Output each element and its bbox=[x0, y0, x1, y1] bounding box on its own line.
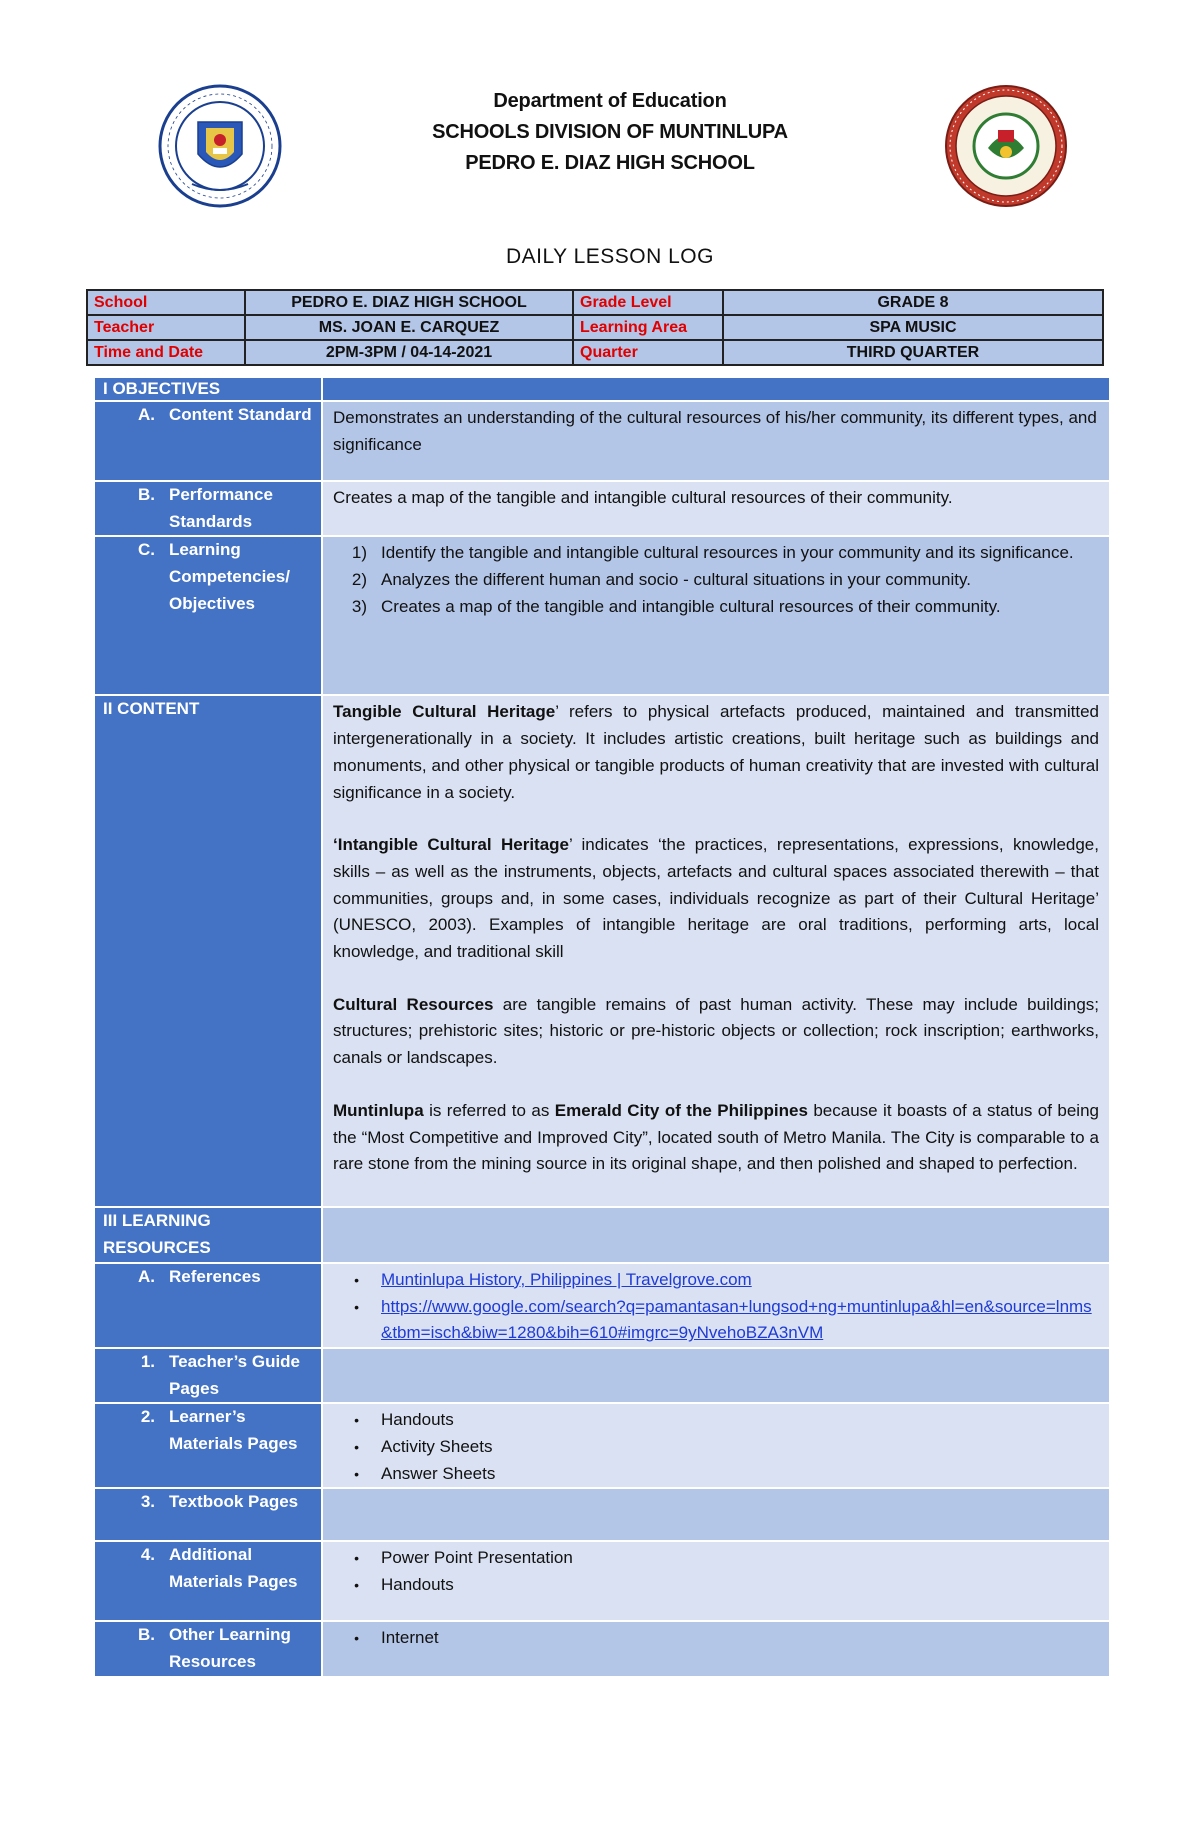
references-row bbox=[95, 1264, 1109, 1347]
additional-materials-label: Additional Materials Pages bbox=[169, 1545, 298, 1592]
list-item bbox=[323, 567, 1099, 594]
muntinlupa-mid: is referred to as bbox=[423, 1100, 555, 1120]
material-item: Answer Sheets bbox=[381, 1463, 496, 1483]
resources-heading-cell bbox=[323, 1208, 1109, 1261]
learning-area-label: Learning Area bbox=[573, 315, 723, 340]
objectives-heading-text: I OBJECTIVES bbox=[103, 379, 221, 398]
competencies-list bbox=[323, 540, 1099, 620]
school-label: School bbox=[87, 290, 245, 315]
list-number: 1) bbox=[351, 543, 367, 563]
competencies-cell bbox=[323, 537, 1109, 694]
content-heading bbox=[95, 696, 321, 1206]
resources-heading bbox=[95, 1208, 321, 1261]
teachers-guide-cell bbox=[323, 1349, 1109, 1402]
grade-label: Grade Level bbox=[573, 290, 723, 315]
list-item bbox=[323, 1434, 1099, 1461]
bullet: • bbox=[354, 1271, 359, 1288]
competencies-marker: C. bbox=[138, 540, 155, 560]
material-item: Power Point Presentation bbox=[381, 1548, 573, 1568]
page-title: DAILY LESSON LOG bbox=[506, 245, 714, 268]
tangible-definition: ’ refers to physical artefacts produced, maintained and transmitted intergenerationally in a society. It includes artistic creations, built heritage such as buildings and monuments, and other physical or tangible products of human creativity that are invested with cultural significance in a society. bbox=[333, 702, 1100, 802]
list-item bbox=[323, 1407, 1099, 1434]
learners-materials-list bbox=[323, 1407, 1099, 1487]
competencies-row bbox=[95, 537, 1109, 694]
teachers-guide-label: Teacher’s Guide Pages bbox=[169, 1351, 301, 1398]
references-label: References bbox=[169, 1266, 261, 1286]
bullet: • bbox=[354, 1439, 359, 1456]
additional-materials-marker: 4. bbox=[140, 1545, 155, 1565]
intangible-heritage-paragraph bbox=[333, 832, 1099, 966]
bullet: • bbox=[354, 1630, 359, 1647]
competency-text: Analyzes the different human and socio - cultural situations in your community. bbox=[381, 570, 971, 590]
content-standard-label: Content Standard bbox=[169, 405, 312, 424]
learners-materials-row bbox=[95, 1404, 1109, 1487]
material-item: Handouts bbox=[381, 1575, 454, 1595]
other-resources-list bbox=[323, 1625, 1099, 1652]
time-label: Time and Date bbox=[87, 340, 245, 365]
textbook-cell bbox=[323, 1489, 1109, 1540]
school-value: PEDRO E. DIAZ HIGH SCHOOL bbox=[245, 290, 573, 315]
material-item: Activity Sheets bbox=[381, 1437, 493, 1457]
references-list bbox=[323, 1267, 1099, 1347]
learners-materials-cell bbox=[323, 1404, 1109, 1487]
other-resources-cell bbox=[323, 1622, 1109, 1675]
textbook-row bbox=[95, 1489, 1109, 1540]
lesson-log-table bbox=[93, 376, 1111, 1678]
performance-standards-row bbox=[95, 482, 1109, 535]
objectives-heading bbox=[95, 378, 321, 400]
competencies-label-cell bbox=[95, 537, 321, 694]
info-row bbox=[87, 290, 1103, 315]
references-cell bbox=[323, 1264, 1109, 1347]
list-item bbox=[323, 1294, 1099, 1347]
school-name: PEDRO E. DIAZ HIGH SCHOOL bbox=[465, 152, 755, 174]
teacher-label: Teacher bbox=[87, 315, 245, 340]
performance-standards-label: Performance Standards bbox=[169, 485, 273, 531]
quarter-value: THIRD QUARTER bbox=[723, 340, 1103, 365]
document-header bbox=[300, 86, 920, 179]
cultural-resources-paragraph bbox=[333, 992, 1099, 1072]
department-name: Department of Education bbox=[493, 90, 727, 112]
term-intangible: ‘Intangible Cultural Heritage bbox=[333, 835, 569, 855]
additional-materials-row bbox=[95, 1542, 1109, 1620]
additional-materials-cell bbox=[323, 1542, 1109, 1620]
content-row bbox=[95, 696, 1109, 1206]
info-row bbox=[87, 340, 1103, 365]
deped-seal-logo bbox=[158, 84, 282, 208]
term-muntinlupa: Muntinlupa bbox=[333, 1100, 424, 1120]
list-number: 3) bbox=[351, 596, 367, 616]
performance-standards-label-cell bbox=[95, 482, 321, 535]
competency-text: Identify the tangible and intangible cultural resources in your community and its significance. bbox=[381, 543, 1074, 563]
bullet: • bbox=[354, 1550, 359, 1567]
resources-heading-text: III LEARNING RESOURCES bbox=[103, 1211, 211, 1258]
other-resources-label-cell bbox=[95, 1622, 321, 1675]
content-standard-marker: A. bbox=[138, 405, 155, 424]
reference-link[interactable]: Muntinlupa History, Philippines | Travelgrove.com bbox=[381, 1269, 752, 1289]
term-tangible: Tangible Cultural Heritage bbox=[333, 702, 556, 722]
other-resources-label: Other Learning Resources bbox=[169, 1625, 291, 1672]
list-item bbox=[323, 1625, 1099, 1652]
learners-materials-marker: 2. bbox=[140, 1407, 155, 1427]
other-resources-marker: B. bbox=[138, 1625, 155, 1645]
teacher-value: MS. JOAN E. CARQUEZ bbox=[245, 315, 573, 340]
cultural-resources-definition: are tangible remains of past human activity. These may include buildings; structures; prehistoric sites; historic or pre-historic objects or collection; rock inscription; earthworks, canals or landscapes. bbox=[333, 994, 1099, 1068]
performance-standards-text: Creates a map of the tangible and intangible cultural resources of their community. bbox=[323, 482, 1109, 535]
references-label-cell bbox=[95, 1264, 321, 1347]
bullet: • bbox=[354, 1412, 359, 1429]
content-standard-text: Demonstrates an understanding of the cultural resources of his/her community, its different types, and significance bbox=[323, 402, 1109, 480]
division-name: SCHOOLS DIVISION OF MUNTINLUPA bbox=[432, 121, 788, 143]
reference-link[interactable]: https://www.google.com/search?q=pamantasan+lungsod+ng+muntinlupa&hl=en&source=lnms&tbm=isch&biw=1280&bih=610#imgrc=9yNvehoBZA3nVM bbox=[381, 1296, 1092, 1343]
textbook-label: Textbook Pages bbox=[169, 1492, 299, 1512]
list-item bbox=[323, 1572, 1099, 1599]
list-number: 2) bbox=[351, 570, 367, 590]
content-heading-text: II CONTENT bbox=[103, 699, 200, 719]
teachers-guide-label-cell bbox=[95, 1349, 321, 1402]
content-standard-row bbox=[95, 402, 1109, 480]
section-row-objectives bbox=[95, 378, 1109, 400]
resource-item: Internet bbox=[381, 1628, 439, 1648]
competencies-label: Learning Competencies/ Objectives bbox=[169, 540, 290, 613]
term-emerald-city: Emerald City of the Philippines bbox=[554, 1100, 808, 1120]
school-seal-logo bbox=[944, 84, 1068, 208]
muntinlupa-text: because it boasts of a status of being the “Most Competitive and Improved City”, located south of Metro Manila. The City is comparable to a rare stone from the mining source in its original shape, and then polished and shaped to perfection. bbox=[333, 1100, 1099, 1174]
bullet: • bbox=[354, 1298, 359, 1315]
textbook-label-cell bbox=[95, 1489, 321, 1540]
content-standard-label-cell bbox=[95, 402, 321, 480]
quarter-label: Quarter bbox=[573, 340, 723, 365]
info-row bbox=[87, 315, 1103, 340]
additional-materials-list bbox=[323, 1545, 1099, 1598]
references-marker: A. bbox=[138, 1266, 155, 1286]
bullet: • bbox=[354, 1465, 359, 1482]
additional-materials-label-cell bbox=[95, 1542, 321, 1620]
list-item bbox=[323, 540, 1099, 567]
intangible-definition: ’ indicates ‘the practices, representations, expressions, knowledge, skills – as well as the instruments, objects, artefacts and cultural spaces associated therewith – that communities, groups and, in some cases, individuals recognize as part of their Cultural Heritage’ (UNESCO, 2003). Examples of intangible heritage are oral traditions, performing arts, local knowledge, and traditional skill bbox=[333, 835, 1099, 962]
material-item: Handouts bbox=[381, 1410, 454, 1430]
list-item bbox=[323, 594, 1099, 621]
list-item bbox=[323, 1545, 1099, 1572]
list-item bbox=[323, 1461, 1099, 1488]
tangible-heritage-paragraph bbox=[333, 699, 1099, 806]
content-cell bbox=[323, 696, 1109, 1206]
competency-text: Creates a map of the tangible and intangible cultural resources of their community. bbox=[381, 596, 1001, 616]
objectives-heading-cell bbox=[323, 378, 1109, 400]
grade-value: GRADE 8 bbox=[723, 290, 1103, 315]
section-row-resources bbox=[95, 1208, 1109, 1261]
performance-standards-marker: B. bbox=[138, 485, 155, 504]
time-value: 2PM-3PM / 04-14-2021 bbox=[245, 340, 573, 365]
info-table bbox=[86, 289, 1104, 366]
term-cultural-resources: Cultural Resources bbox=[333, 994, 494, 1014]
list-item bbox=[323, 1267, 1099, 1294]
textbook-marker: 3. bbox=[140, 1492, 155, 1512]
other-resources-row bbox=[95, 1622, 1109, 1675]
learners-materials-label-cell bbox=[95, 1404, 321, 1487]
bullet: • bbox=[354, 1577, 359, 1594]
learning-area-value: SPA MUSIC bbox=[723, 315, 1103, 340]
learners-materials-label: Learner’s Materials Pages bbox=[169, 1407, 298, 1454]
teachers-guide-marker: 1. bbox=[140, 1351, 155, 1371]
muntinlupa-paragraph bbox=[333, 1098, 1099, 1178]
teachers-guide-row bbox=[95, 1349, 1109, 1402]
